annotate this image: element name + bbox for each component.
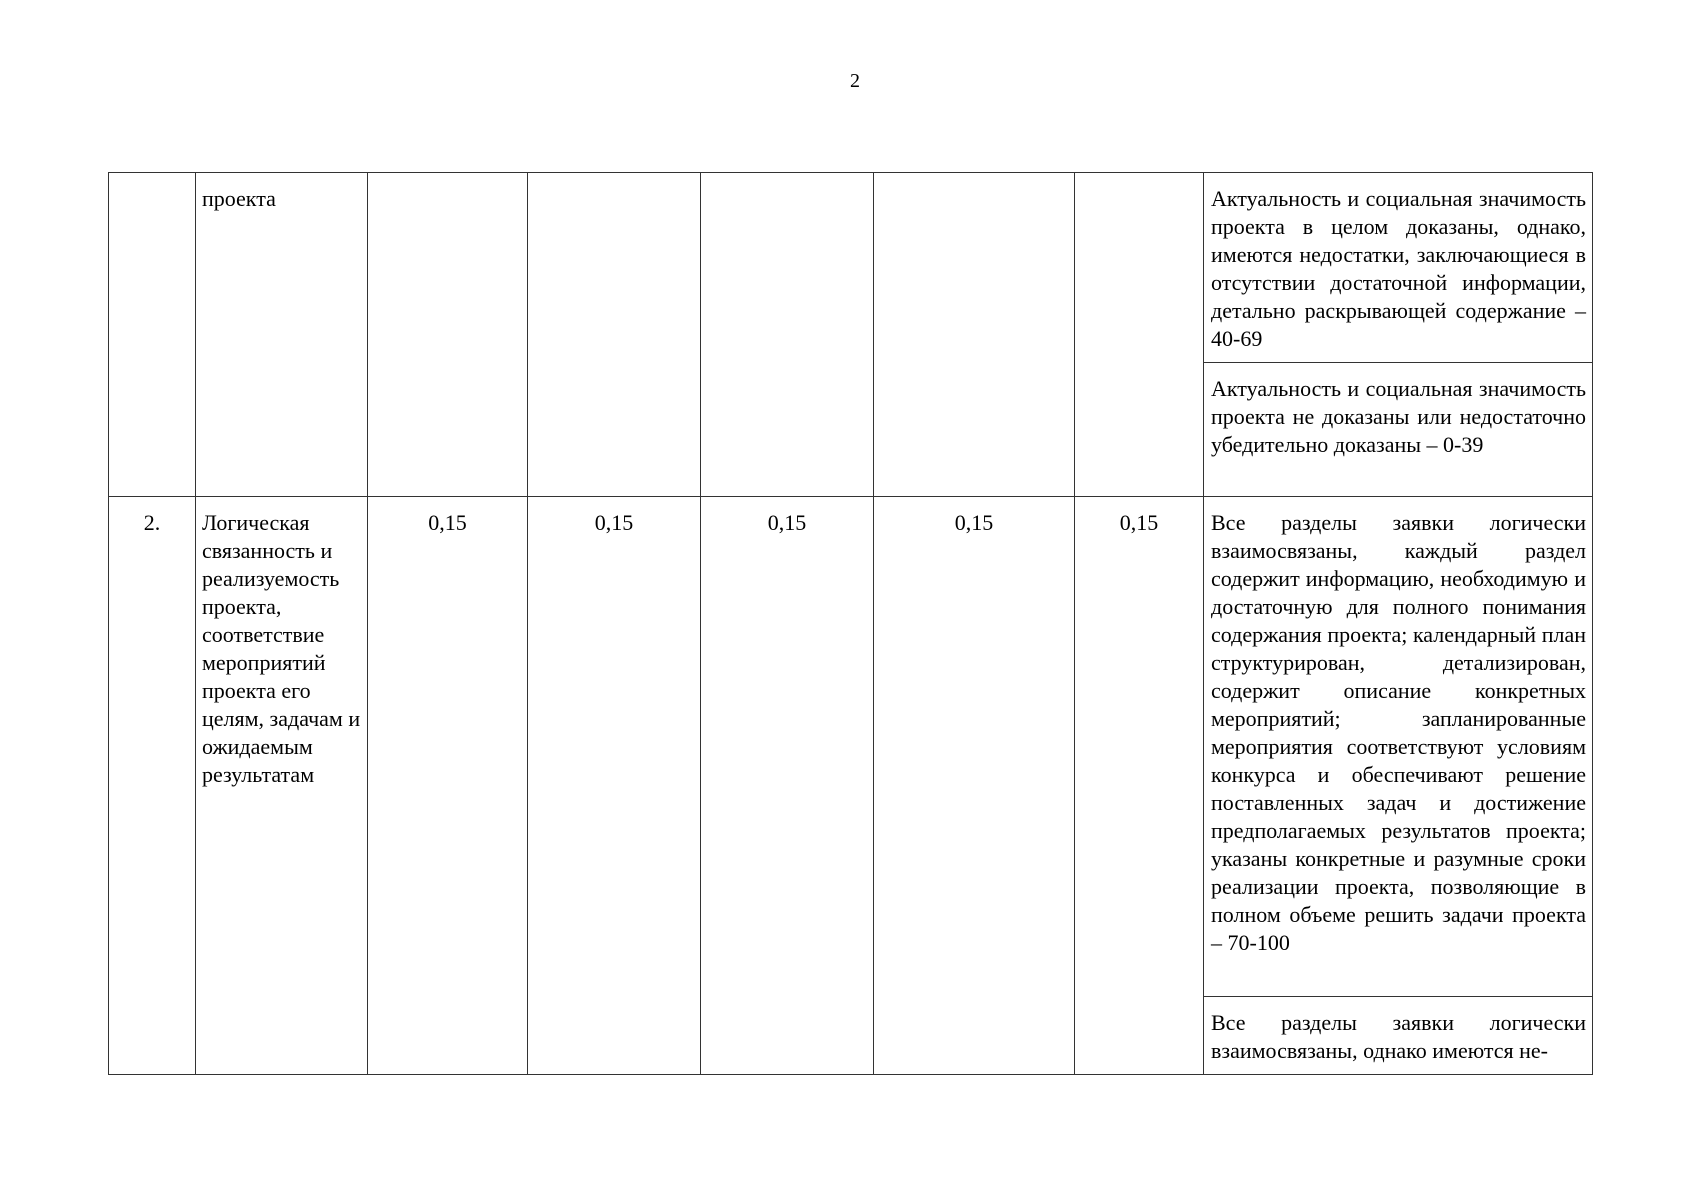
criterion-description-cell: Все разделы заявки логически взаимосвязаны, каждый раздел содержит информацию, необходимую и достаточную для полного понимания содержания проекта; календарный план структурирован, детализирован, содержит описание конкретных мероприятий; запланированные мероприятия соответствуют условиям конкурса и обеспечивают решение поставленных задач и достижение предполагаемых результатов проекта; указаны конкретные и разумные сроки реализации проекта, позволяющие в полном объеме решить задачи проекта – 70-100: [1204, 497, 1593, 997]
criterion-name-cell: Логическая связанность и реализуемость проекта, соответствие мероприятий проекта его целям, задачам и ожидаемым результатам: [196, 497, 368, 1075]
weight-cell: [701, 173, 874, 497]
table-row: [109, 173, 1593, 363]
weight-cell: [528, 173, 701, 497]
evaluation-criteria-table: [108, 172, 1593, 1075]
weight-cell: [368, 173, 528, 497]
weight-cell: [874, 173, 1075, 497]
weight-cell: 0,15: [701, 497, 874, 1075]
criterion-name-cell: проекта: [196, 173, 368, 497]
criterion-description-cell: Актуальность и социальная значимость проекта в целом доказаны, однако, имеются недостатки, заключающиеся в отсутствии достаточной информации, детально раскрывающей содержание – 40-69: [1204, 173, 1593, 363]
weight-cell: 0,15: [1075, 497, 1204, 1075]
table-row: [109, 497, 1593, 997]
weight-cell: [1075, 173, 1204, 497]
page-number: 2: [850, 70, 860, 92]
weight-cell: 0,15: [528, 497, 701, 1075]
criterion-description-cell: Все разделы заявки логически взаимосвязаны, однако имеются не-: [1204, 997, 1593, 1075]
criterion-description-cell: Актуальность и социальная значимость проекта не доказаны или недостаточно убедительно доказаны – 0-39: [1204, 363, 1593, 497]
row-number-cell: 2.: [109, 497, 196, 1075]
row-number-cell: [109, 173, 196, 497]
weight-cell: 0,15: [368, 497, 528, 1075]
weight-cell: 0,15: [874, 497, 1075, 1075]
